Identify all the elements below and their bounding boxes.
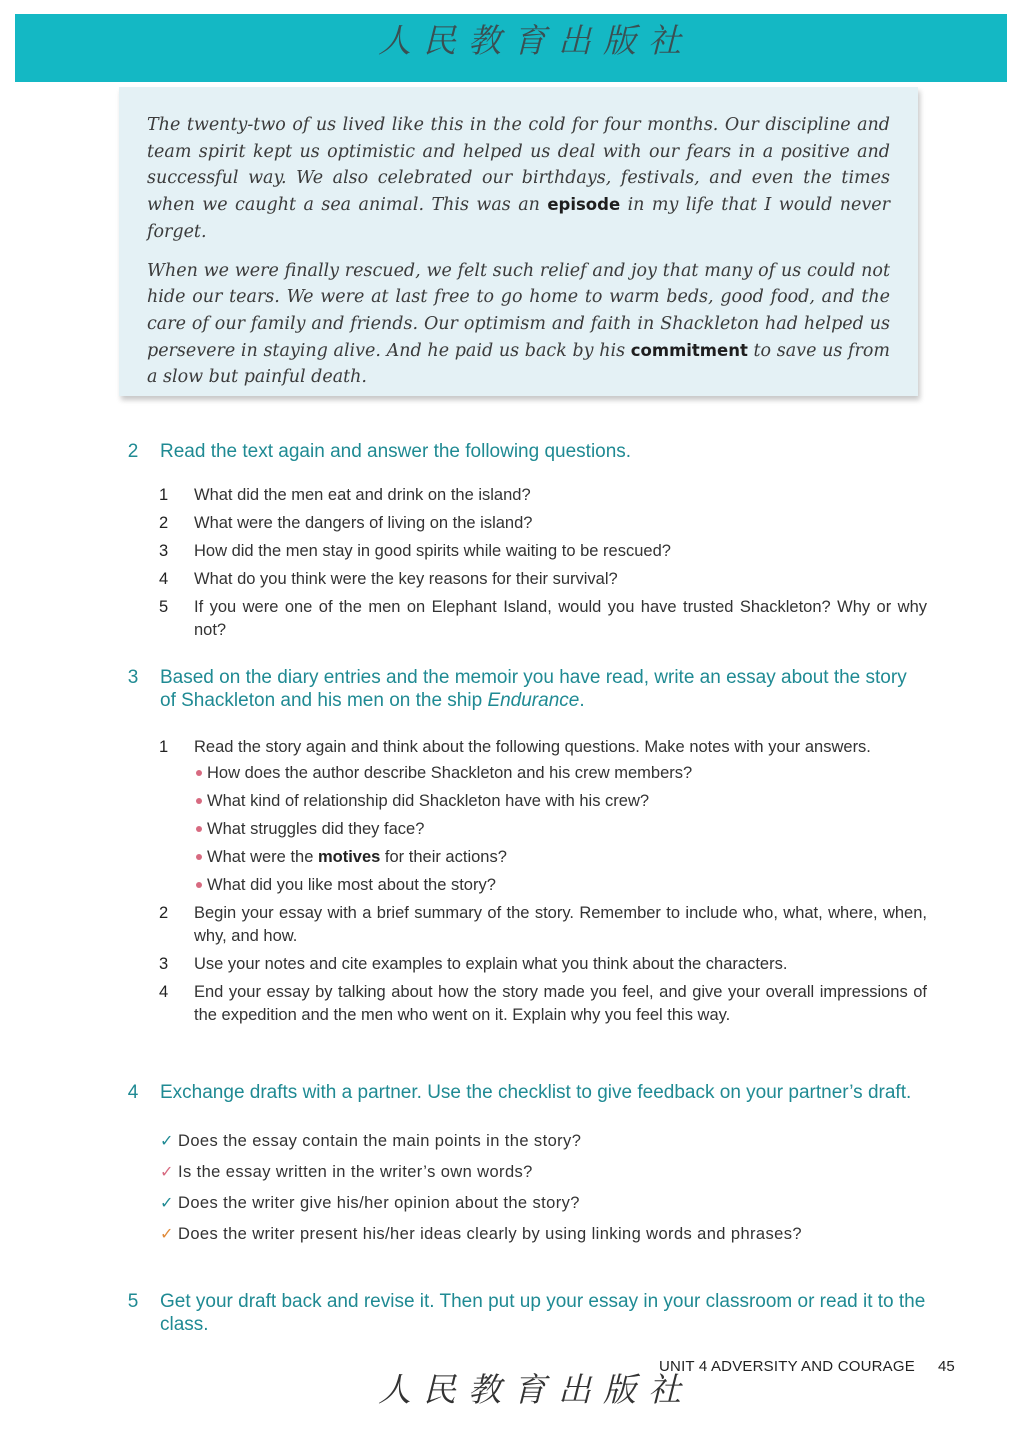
- exercise-2: [122, 440, 927, 647]
- exercise-5-heading: 5 Get your draft back and revise it. Then put up your essay in your classroom or read it to the class.: [122, 1290, 927, 1336]
- reading-passage-box: [119, 87, 918, 396]
- question-item: 2 What were the dangers of living on the island?: [159, 514, 533, 532]
- exercise-5: [122, 1290, 927, 1336]
- exercise-5-number: 5: [127, 1291, 139, 1312]
- guiding-question: What kind of relationship did Shackleton have with his crew?: [194, 790, 927, 813]
- exercise-2-number: 2: [127, 441, 139, 462]
- guiding-question: How does the author describe Shackleton and his crew members?: [194, 762, 927, 785]
- bullet-icon: [196, 798, 202, 804]
- feedback-checklist: [160, 1130, 927, 1246]
- question-item: 3 How did the men stay in good spirits while waiting to be rescued?: [159, 542, 671, 560]
- reading-paragraph-2: When we were finally rescued, we felt such relief and joy that many of us could not hide our tears. We were at last free to go home to warm beds, good food, and the care of our family and friends. Our optimism and faith in Shackleton had helped us persevere in staying alive. And he paid us back by his commitment to save us from a slow but painful death.: [147, 260, 890, 388]
- bullet-icon: [196, 854, 202, 860]
- exercise-3-number: 3: [127, 667, 139, 688]
- guiding-question: What were the motives for their actions?: [194, 846, 927, 869]
- bullet-icon: [196, 882, 202, 888]
- step-item: 4 End your essay by talking about how the story made you feel, and give your overall impressions of the expedition and the men who went on it. Explain why you feel this way.: [159, 983, 927, 1024]
- exercise-4-number: 4: [127, 1082, 139, 1103]
- vocab-motives: motives: [317, 848, 381, 866]
- checkmark-icon: ✓: [160, 1133, 174, 1150]
- bullet-icon: [196, 770, 202, 776]
- exercise-3-step-list: [159, 736, 927, 1027]
- exercise-4-heading: 4 Exchange drafts with a partner. Use the checklist to give feedback on your partner’s draft.: [122, 1081, 927, 1104]
- question-item: 1 What did the men eat and drink on the island?: [159, 486, 531, 504]
- guiding-question-list: [194, 762, 927, 897]
- publisher-logo-footer: 人民教育出版社: [378, 1370, 693, 1409]
- checklist-item: ✓ Is the essay written in the writer’s own words?: [160, 1161, 927, 1184]
- unit-title: UNIT 4 ADVERSITY AND COURAGE: [659, 1358, 915, 1375]
- exercise-3: [122, 666, 927, 1032]
- bullet-icon: [196, 826, 202, 832]
- exercise-3-heading: 3 Based on the diary entries and the memoir you have read, write an essay about the story of Shackleton and his men on the ship Endurance.: [122, 666, 927, 712]
- page-number: 45: [938, 1358, 955, 1375]
- step-item: 3 Use your notes and cite examples to explain what you think about the characters.: [159, 955, 788, 973]
- vocab-episode: episode: [547, 195, 621, 215]
- checkmark-icon: ✓: [160, 1226, 174, 1243]
- reading-paragraph-1: The twenty-two of us lived like this in the cold for four months. Our discipline and team spirit kept us optimistic and helped us deal with our fears in a positive and successful way. We also celebrated our birthdays, festivals, and even the times when we caught a sea animal. This was an episode in my life that I would never forget.: [147, 115, 890, 242]
- question-item: 5 If you were one of the men on Elephant Island, would you have trusted Shackleton? Why or why not?: [159, 598, 927, 639]
- question-item: 4 What do you think were the key reasons for their survival?: [159, 570, 618, 588]
- guiding-question: What did you like most about the story?: [194, 874, 927, 897]
- checkmark-icon: ✓: [160, 1195, 174, 1212]
- exercise-2-question-list: [159, 484, 927, 642]
- guiding-question: What struggles did they face?: [194, 818, 927, 841]
- vocab-commitment: commitment: [630, 340, 748, 360]
- step-item: 1 Read the story again and think about the following questions. Make notes with your answers. How does the author describe Shackleton and his crew members? What kind of relationship did Shackleton have with his crew? What struggles did they face? What were the motives for their actions? What did you like most about the story?: [159, 736, 927, 897]
- publisher-logo: 人民教育出版社: [378, 21, 693, 60]
- exercise-2-heading: 2 Read the text again and answer the following questions.: [122, 440, 927, 463]
- checklist-item: ✓ Does the writer present his/her ideas clearly by using linking words and phrases?: [160, 1223, 927, 1246]
- checklist-item: ✓ Does the writer give his/her opinion about the story?: [160, 1192, 927, 1215]
- checkmark-icon: ✓: [160, 1164, 174, 1181]
- exercise-4: [122, 1081, 927, 1254]
- checklist-item: ✓ Does the essay contain the main points in the story?: [160, 1130, 927, 1153]
- step-item: 2 Begin your essay with a brief summary of the story. Remember to include who, what, where, when, why, and how.: [159, 904, 927, 945]
